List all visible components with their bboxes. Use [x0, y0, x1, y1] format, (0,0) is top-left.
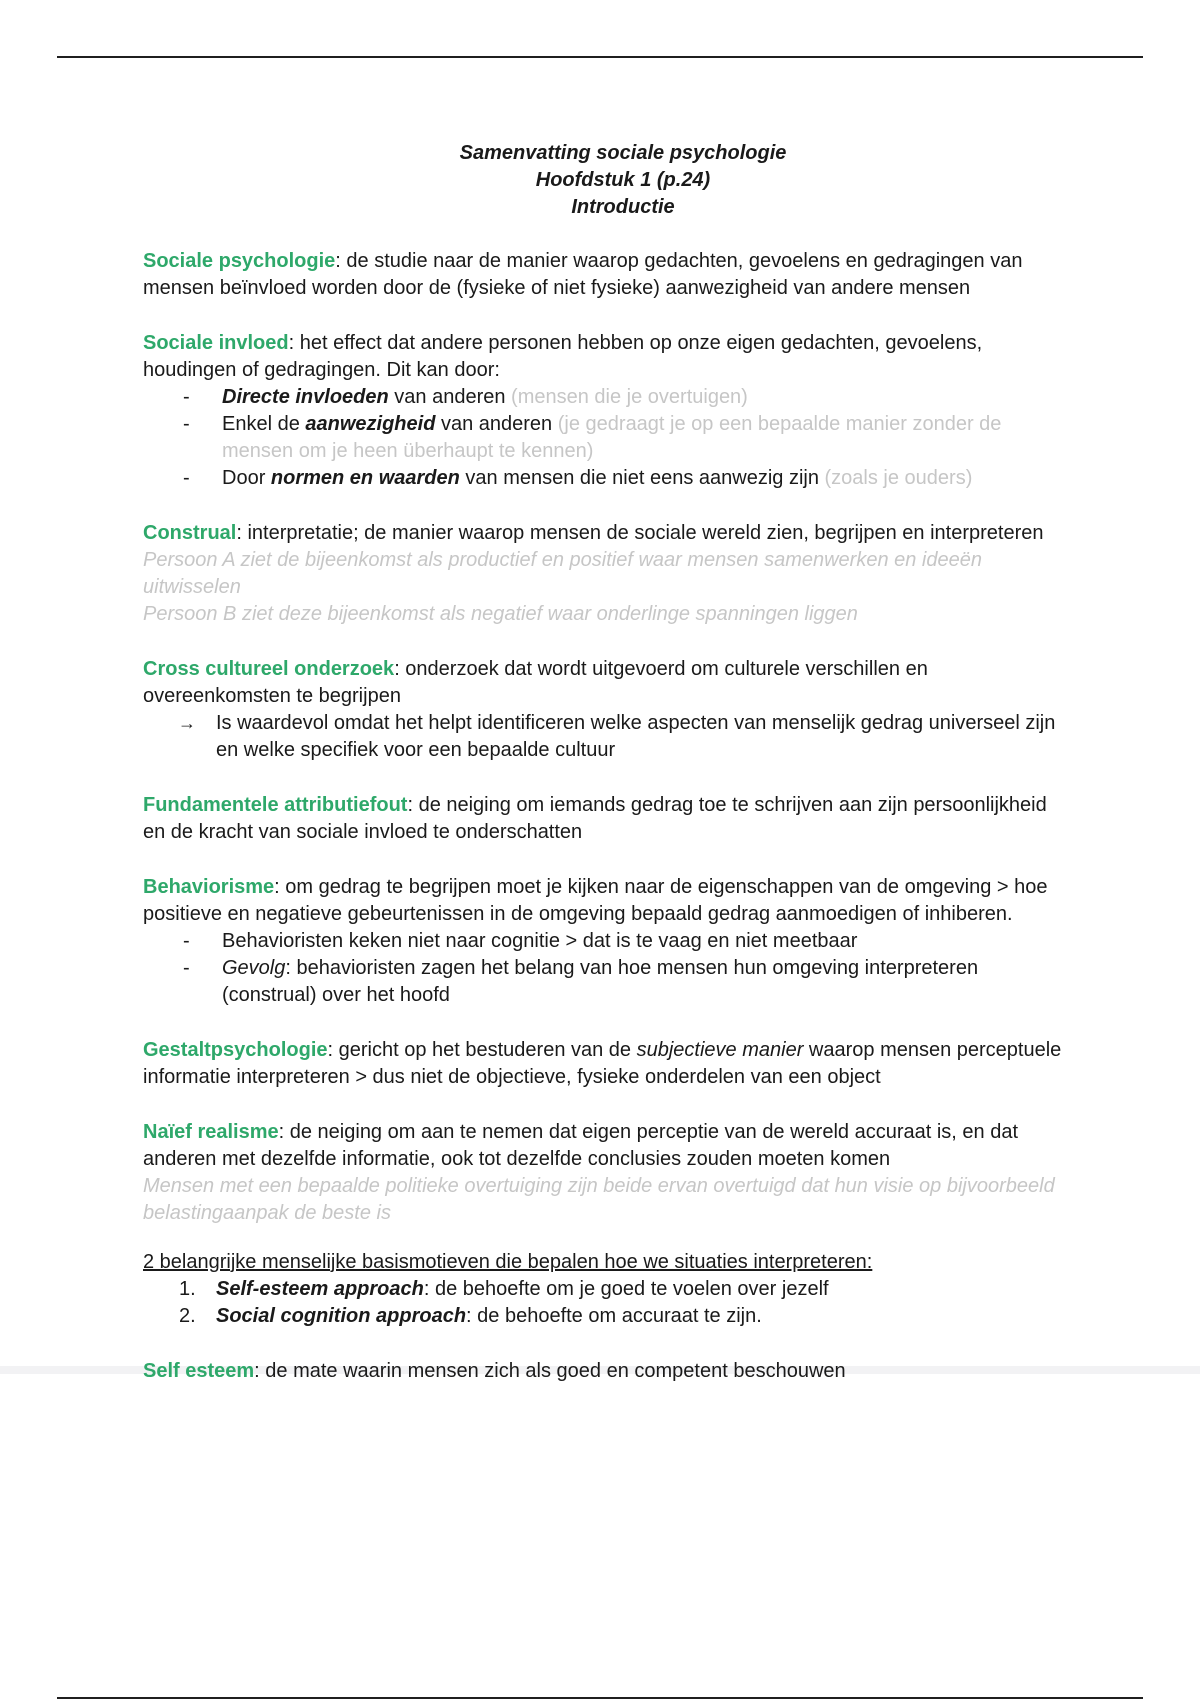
item-text: van mensen die niet eens aanwezig zijn: [459, 467, 825, 489]
definition-sociale-invloed: [143, 330, 1073, 492]
bold-term: Social cognition approach: [216, 1305, 467, 1327]
definition-text: : interpretatie; de manier waarop mensen de sociale wereld zien, begrijpen en interpreteren: [236, 522, 1044, 544]
definition-text: : de neiging om aan te nemen dat eigen perceptie van de wereld accuraat is, en dat anderen met dezelfde informatie, ook tot dezelfde conclusies zouden moeten komen: [143, 1121, 1019, 1170]
definition-text: : onderzoek dat wordt uitgevoerd om culturele verschillen en overeenkomsten te begrijpen: [143, 658, 928, 707]
definition-text: : gericht op het bestuderen van de: [327, 1039, 637, 1061]
list-number: 1.: [179, 1278, 196, 1300]
term: Cross cultureel onderzoek: [143, 658, 395, 680]
bold-term: Directe invloeden: [222, 386, 389, 408]
list-item: [143, 955, 1073, 1009]
arrow-item: → Is waardevol omdat het helpt identificeren welke aspecten van menselijk gedrag universeel zijn en welke specifiek voor een bepaalde cultuur: [143, 710, 1073, 764]
example-note: (mensen die je overtuigen): [511, 386, 748, 408]
item-text: : behavioristen zagen het belang van hoe mensen hun omgeving interpreteren (construal) over het hoofd: [222, 957, 979, 1006]
document-title: [173, 140, 1073, 221]
title-line-1: Samenvatting sociale psychologie: [459, 142, 787, 164]
definition-gestaltpsychologie: [143, 1037, 1073, 1091]
motives-list: [143, 1276, 1073, 1330]
definition-text: : het effect dat andere personen hebben op onze eigen gedachten, gevoelens, houdingen of gedragingen. Dit kan door:: [143, 332, 983, 381]
item-text: : de behoefte om accuraat te zijn.: [466, 1305, 762, 1327]
list-item: [143, 384, 1073, 411]
list-item: [143, 1303, 1073, 1330]
bold-term: aanwezigheid: [305, 413, 436, 435]
term: Self esteem: [143, 1360, 255, 1382]
example-a: Persoon A ziet de bijeenkomst als productief en positief waar mensen samenwerken en ideeën uitwisselen: [143, 549, 982, 598]
motives-heading: 2 belangrijke menselijke basismotieven die bepalen hoe we situaties interpreteren:: [143, 1251, 873, 1273]
list-item: - Behavioristen keken niet naar cognitie > dat is te vaag en niet meetbaar: [143, 928, 1073, 955]
term: Construal: [143, 522, 237, 544]
definition-cross-cultureel: [143, 656, 1073, 764]
definition-text: : om gedrag te begrijpen moet je kijken naar de eigenschappen van de omgeving > hoe positieve en negatieve gebeurtenissen in de omgeving bepaald gedrag aanmoedigen of inhiberen.: [143, 876, 1048, 925]
document-page: [143, 140, 1073, 1413]
definition-text: : de neiging om iemands gedrag toe te schrijven aan zijn persoonlijkheid en de kracht van sociale invloed te onderschatten: [143, 794, 1047, 843]
item-text: Door: [222, 467, 271, 489]
example-note: (zoals je ouders): [824, 467, 973, 489]
example-note: (je gedraagt je op een bepaalde manier zonder de mensen om je heen überhaupt te kennen): [222, 413, 1002, 462]
arrow-list: [143, 710, 1073, 764]
list-item: [143, 465, 1073, 492]
italic-phrase: subjectieve manier: [636, 1039, 804, 1061]
example: Mensen met een bepaalde politieke overtuiging zijn beide ervan overtuigd dat hun visie op bijvoorbeeld belastingaanpak de beste is: [143, 1175, 1055, 1224]
term: Sociale invloed: [143, 332, 289, 354]
term: Fundamentele attributiefout: [143, 794, 408, 816]
behaviorism-list: [143, 928, 1073, 1009]
definition-naief-realisme: [143, 1119, 1073, 1227]
list-number: 2.: [179, 1305, 196, 1327]
definition-text: waarop mensen perceptuele informatie interpreteren > dus niet de objectieve, fysieke onderdelen van een object: [143, 1039, 1062, 1088]
term: Gestaltpsychologie: [143, 1039, 328, 1061]
definition-construal: [143, 520, 1073, 628]
term: Behaviorisme: [143, 876, 275, 898]
title-line-2: Hoofdstuk 1 (p.24): [535, 169, 711, 191]
definition-text: : de mate waarin mensen zich als goed en competent beschouwen: [254, 1360, 846, 1382]
item-text: van anderen: [388, 386, 512, 408]
bold-term: normen en waarden: [270, 467, 460, 489]
influence-list: [143, 384, 1073, 492]
definition-fundamentele-attributiefout: [143, 792, 1073, 846]
definition-behaviorisme: [143, 874, 1073, 1009]
term: Sociale psychologie: [143, 250, 336, 272]
list-item: [143, 411, 1073, 465]
title-line-3: Introductie: [571, 196, 675, 218]
definition-self-esteem: [143, 1358, 1073, 1385]
definition-text: : de studie naar de manier waarop gedachten, gevoelens en gedragingen van mensen beïnvloed worden door de (fysieke of niet fysieke) aanwezigheid van andere mensen: [143, 250, 1023, 299]
basic-motives: [143, 1249, 1073, 1330]
item-text: van anderen: [435, 413, 558, 435]
item-text: Enkel de: [222, 413, 306, 435]
list-item: [143, 1276, 1073, 1303]
example-b: Persoon B ziet deze bijeenkomst als negatief waar onderlinge spanningen liggen: [143, 603, 858, 625]
top-rule: [57, 56, 1143, 58]
definition-sociale-psychologie: [143, 248, 1073, 302]
bottom-rule: [57, 1697, 1143, 1699]
bold-term: Self-esteem approach: [216, 1278, 424, 1300]
italic-label: Gevolg: [222, 957, 286, 979]
item-text: : de behoefte om je goed te voelen over jezelf: [423, 1278, 829, 1300]
term: Naïef realisme: [143, 1121, 279, 1143]
